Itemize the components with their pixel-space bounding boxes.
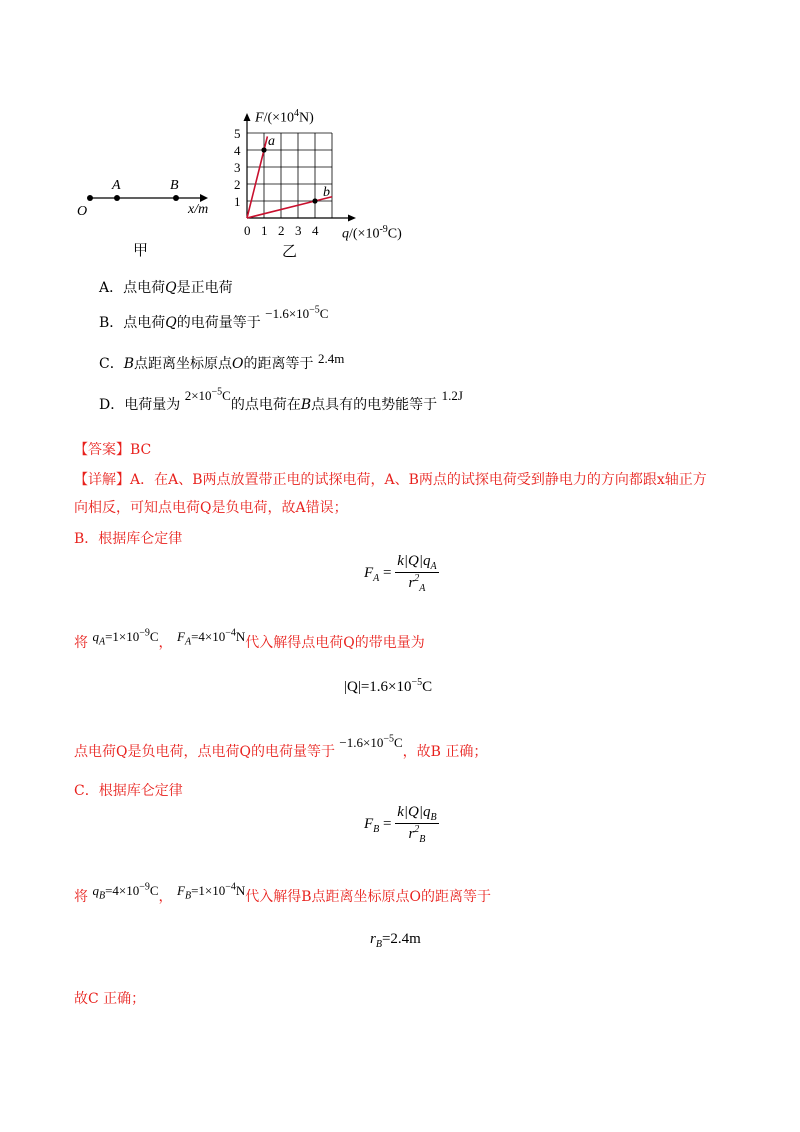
qb-value: $q_B=4\times 10^{-9}C$ xyxy=(92,881,159,902)
option-d-energy: 1.2J xyxy=(441,388,463,403)
chart-grid xyxy=(247,133,332,218)
figure-jia-caption: 甲 xyxy=(133,241,149,259)
fa-value: $F_A=4\times 10^{-4}N$ xyxy=(177,627,246,648)
substitution-line-c: 将 $q_B=4\times 10^{-9}C$， $F_B=1\times 10^{-4}N$代入解得B点距离坐标原点O的距离等于 xyxy=(74,881,492,905)
x-axis-label-yi: $q/(\times 10^{-9}C)$ xyxy=(342,224,402,242)
option-d-suffix: 点具有的电势能等于 xyxy=(311,397,438,413)
x-tick-label: 0 xyxy=(244,223,251,238)
point-b-dot xyxy=(173,195,179,201)
qa-value: $q_A=1\times 10^{-9}C$ xyxy=(92,627,159,648)
chart-series xyxy=(247,136,332,218)
y-tick-label: 4 xyxy=(234,143,241,158)
x-axis-label: x/m xyxy=(188,202,209,217)
explanation-text-1: A．在A、B两点放置带正电的试探电荷，A、B两点的试探电荷受到静电力的方向都跟x轴正方 xyxy=(130,472,707,488)
option-b-q: Q xyxy=(165,315,177,331)
option-c-suffix: 的距离等于 xyxy=(243,356,314,372)
option-d xyxy=(99,386,463,414)
point-a-dot xyxy=(114,195,120,201)
y-axis-arrow xyxy=(244,113,251,121)
answer-label: 【答案】 xyxy=(74,442,130,458)
figure-yi-caption: 乙 xyxy=(282,242,298,260)
y-tick-label: 1 xyxy=(234,194,241,209)
option-b-prefix: B．点电荷 xyxy=(99,315,166,331)
formula-fa: $F_A$ = $\frac{k|Q|q_A}{r^2_A}$ xyxy=(364,553,437,594)
x-tick-label: 1 xyxy=(261,223,268,238)
option-a-prefix: A．点电荷 xyxy=(99,280,166,296)
b-conclusion: 点电荷Q是负电荷，点电荷Q的电荷量等于 $-1.6\times 10^{-5}C$，故B 正确； xyxy=(74,733,488,760)
explanation-line-1 xyxy=(74,469,707,489)
y-tick-label: 3 xyxy=(234,160,241,175)
option-c-letter: C． xyxy=(99,356,124,372)
option-b xyxy=(99,304,329,332)
formula-fb-fraction: $\frac{k|Q|q_B}{r^2_B}$ xyxy=(397,804,437,845)
x-axis-arrow xyxy=(348,215,356,222)
option-b-suffix: 的电荷量等于 xyxy=(176,315,261,331)
option-d-mid: 的点电荷在 xyxy=(230,397,301,413)
formula-fa-fraction: $\frac{k|Q|q_A}{r^2_A}$ xyxy=(397,553,437,594)
option-c-value: 2.4m xyxy=(317,351,345,366)
fb-value: $F_B=1\times 10^{-4}N$ xyxy=(177,881,246,902)
series-point-a xyxy=(261,147,266,152)
option-a-suffix: 是正电荷 xyxy=(176,280,233,296)
y-axis-label: $F/(\times 10^4N)$ xyxy=(255,108,314,126)
option-d-prefix: D．电荷量为 xyxy=(99,397,181,413)
option-d-b: B xyxy=(300,397,312,413)
y-tick-label: 5 xyxy=(234,126,241,141)
origin-dot xyxy=(87,195,93,201)
x-tick-label: 3 xyxy=(295,223,302,238)
point-a-label: A xyxy=(112,178,121,193)
origin-label: O xyxy=(77,204,88,219)
explanation-c-head: C．根据库仑定律 xyxy=(74,783,183,799)
explanation-line-2: 向相反，可知点电荷Q是负电荷，故A错误； xyxy=(74,500,348,516)
explanation-label: 【详解】 xyxy=(74,472,130,488)
series-b-label: b xyxy=(323,185,330,200)
series-point-b xyxy=(312,198,317,203)
option-d-value: $2\times 10^{-5}C$ xyxy=(184,386,231,403)
x-tick-label: 2 xyxy=(278,223,285,238)
x-tick-label: 4 xyxy=(312,223,319,238)
formula-rb-result: $r_B=2.4m$ xyxy=(370,931,421,950)
formula-fb: $F_B$ = $\frac{k|Q|q_B}{r^2_B}$ xyxy=(364,804,437,845)
substitution-line-b: 将 $q_A=1\times 10^{-9}C$， $F_A=4\times 10^{-4}N$代入解得点电荷Q的带电量为 xyxy=(74,627,425,651)
series-line-b xyxy=(247,197,332,218)
x-axis-arrow xyxy=(200,194,208,202)
formula-q-result: $|Q|=1.6\times 10^{-5}C$ xyxy=(344,677,433,695)
option-c-prefix: 点距离坐标原点 xyxy=(134,356,233,372)
option-c xyxy=(99,353,344,373)
c-conclusion: 故C 正确； xyxy=(74,991,146,1007)
answer-value: BC xyxy=(130,442,152,458)
option-b-value: $-1.6\times 10^{-5}C$ xyxy=(265,304,329,321)
explanation-b-head: B．根据库仑定律 xyxy=(74,531,183,547)
series-a-label: a xyxy=(268,134,275,149)
option-a-q: Q xyxy=(165,280,177,296)
option-c-b: B xyxy=(123,356,135,372)
point-b-label: B xyxy=(170,178,179,193)
y-tick-label: 2 xyxy=(234,177,241,192)
answer-line xyxy=(74,439,151,459)
option-a xyxy=(99,277,233,297)
option-c-o: O xyxy=(232,356,244,372)
